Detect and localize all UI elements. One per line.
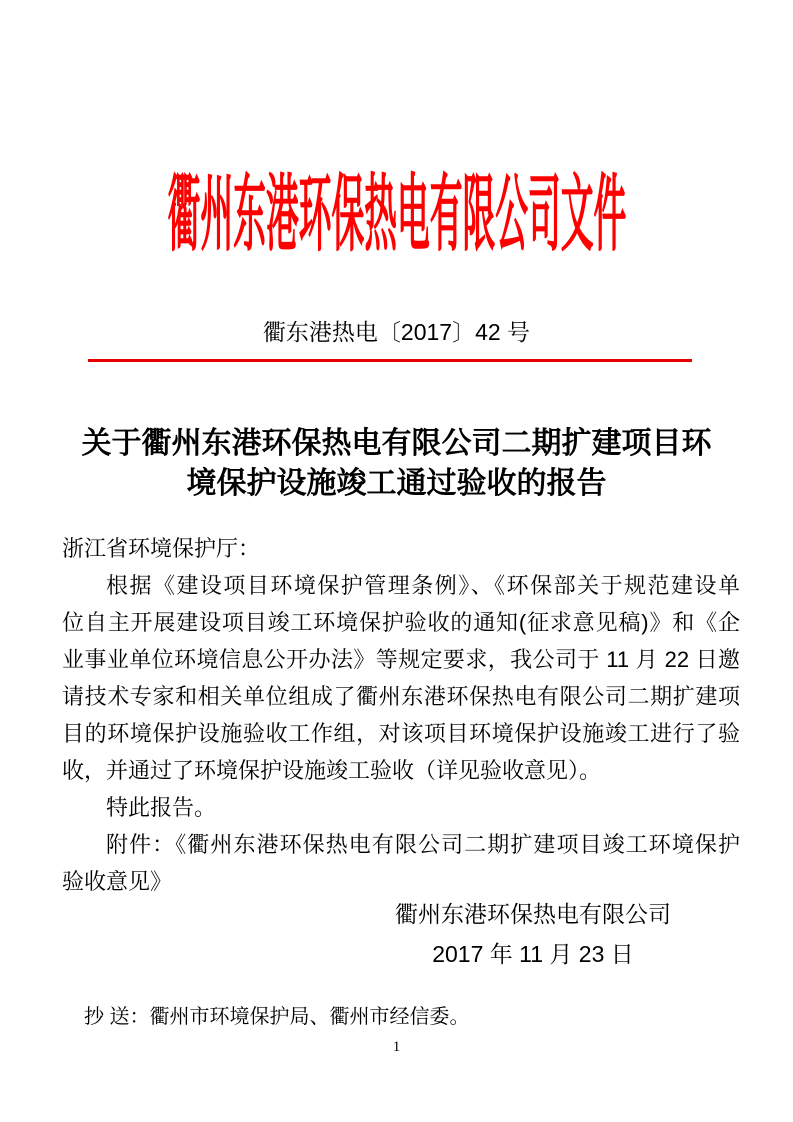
body-line: 业事业单位环境信息公开办法》等规定要求，我公司于 11 月 22 日邀 (62, 647, 740, 672)
cc-recipients-line: 抄 送：衢州市环境保护局、衢州市经信委。 (84, 1006, 470, 1028)
signature-date: 2017 年 11 月 23 日 (432, 941, 634, 967)
body-line: 请技术专家和相关单位组成了衢州东港环保热电有限公司二期扩建项 (62, 684, 740, 709)
body-line: 收，并通过了环境保护设施竣工验收（详见验收意见）。 (62, 758, 602, 783)
document-title-line1: 关于衢州东港环保热电有限公司二期扩建项目环 (81, 427, 712, 460)
page-number: 1 (392, 1039, 401, 1055)
signature-company-name: 衢州东港环保热电有限公司 (395, 901, 671, 927)
document-title (40, 424, 753, 504)
document-body (62, 530, 740, 900)
body-line: 目的环境保护设施验收工作组，对该项目环境保护设施竣工进行了验 (62, 721, 740, 746)
body-line: 根据《建设项目环境保护管理条例》、《环保部关于规范建设单 (106, 573, 740, 598)
signature-block (368, 894, 698, 974)
document-title-line2: 境保护设施竣工通过验收的报告 (186, 467, 607, 500)
body-line-salutation: 浙江省环境保护厅： (62, 536, 261, 561)
body-line-attachment: 附件：《衢州东港环保热电有限公司二期扩建项目竣工环境保护 (106, 832, 740, 857)
body-line-closing: 特此报告。 (106, 795, 217, 820)
letterhead-banner-title: 衢州东港环保热电有限公司文件 (167, 167, 626, 261)
document-header (0, 166, 793, 266)
document-number: 衢东港热电〔2017〕42 号 (262, 319, 531, 345)
body-line: 位自主开展建设项目竣工环境保护验收的通知(征求意见稿)》和《企 (62, 610, 740, 635)
header-divider-rule (88, 359, 692, 362)
body-line-attachment: 验收意见》 (62, 869, 173, 894)
